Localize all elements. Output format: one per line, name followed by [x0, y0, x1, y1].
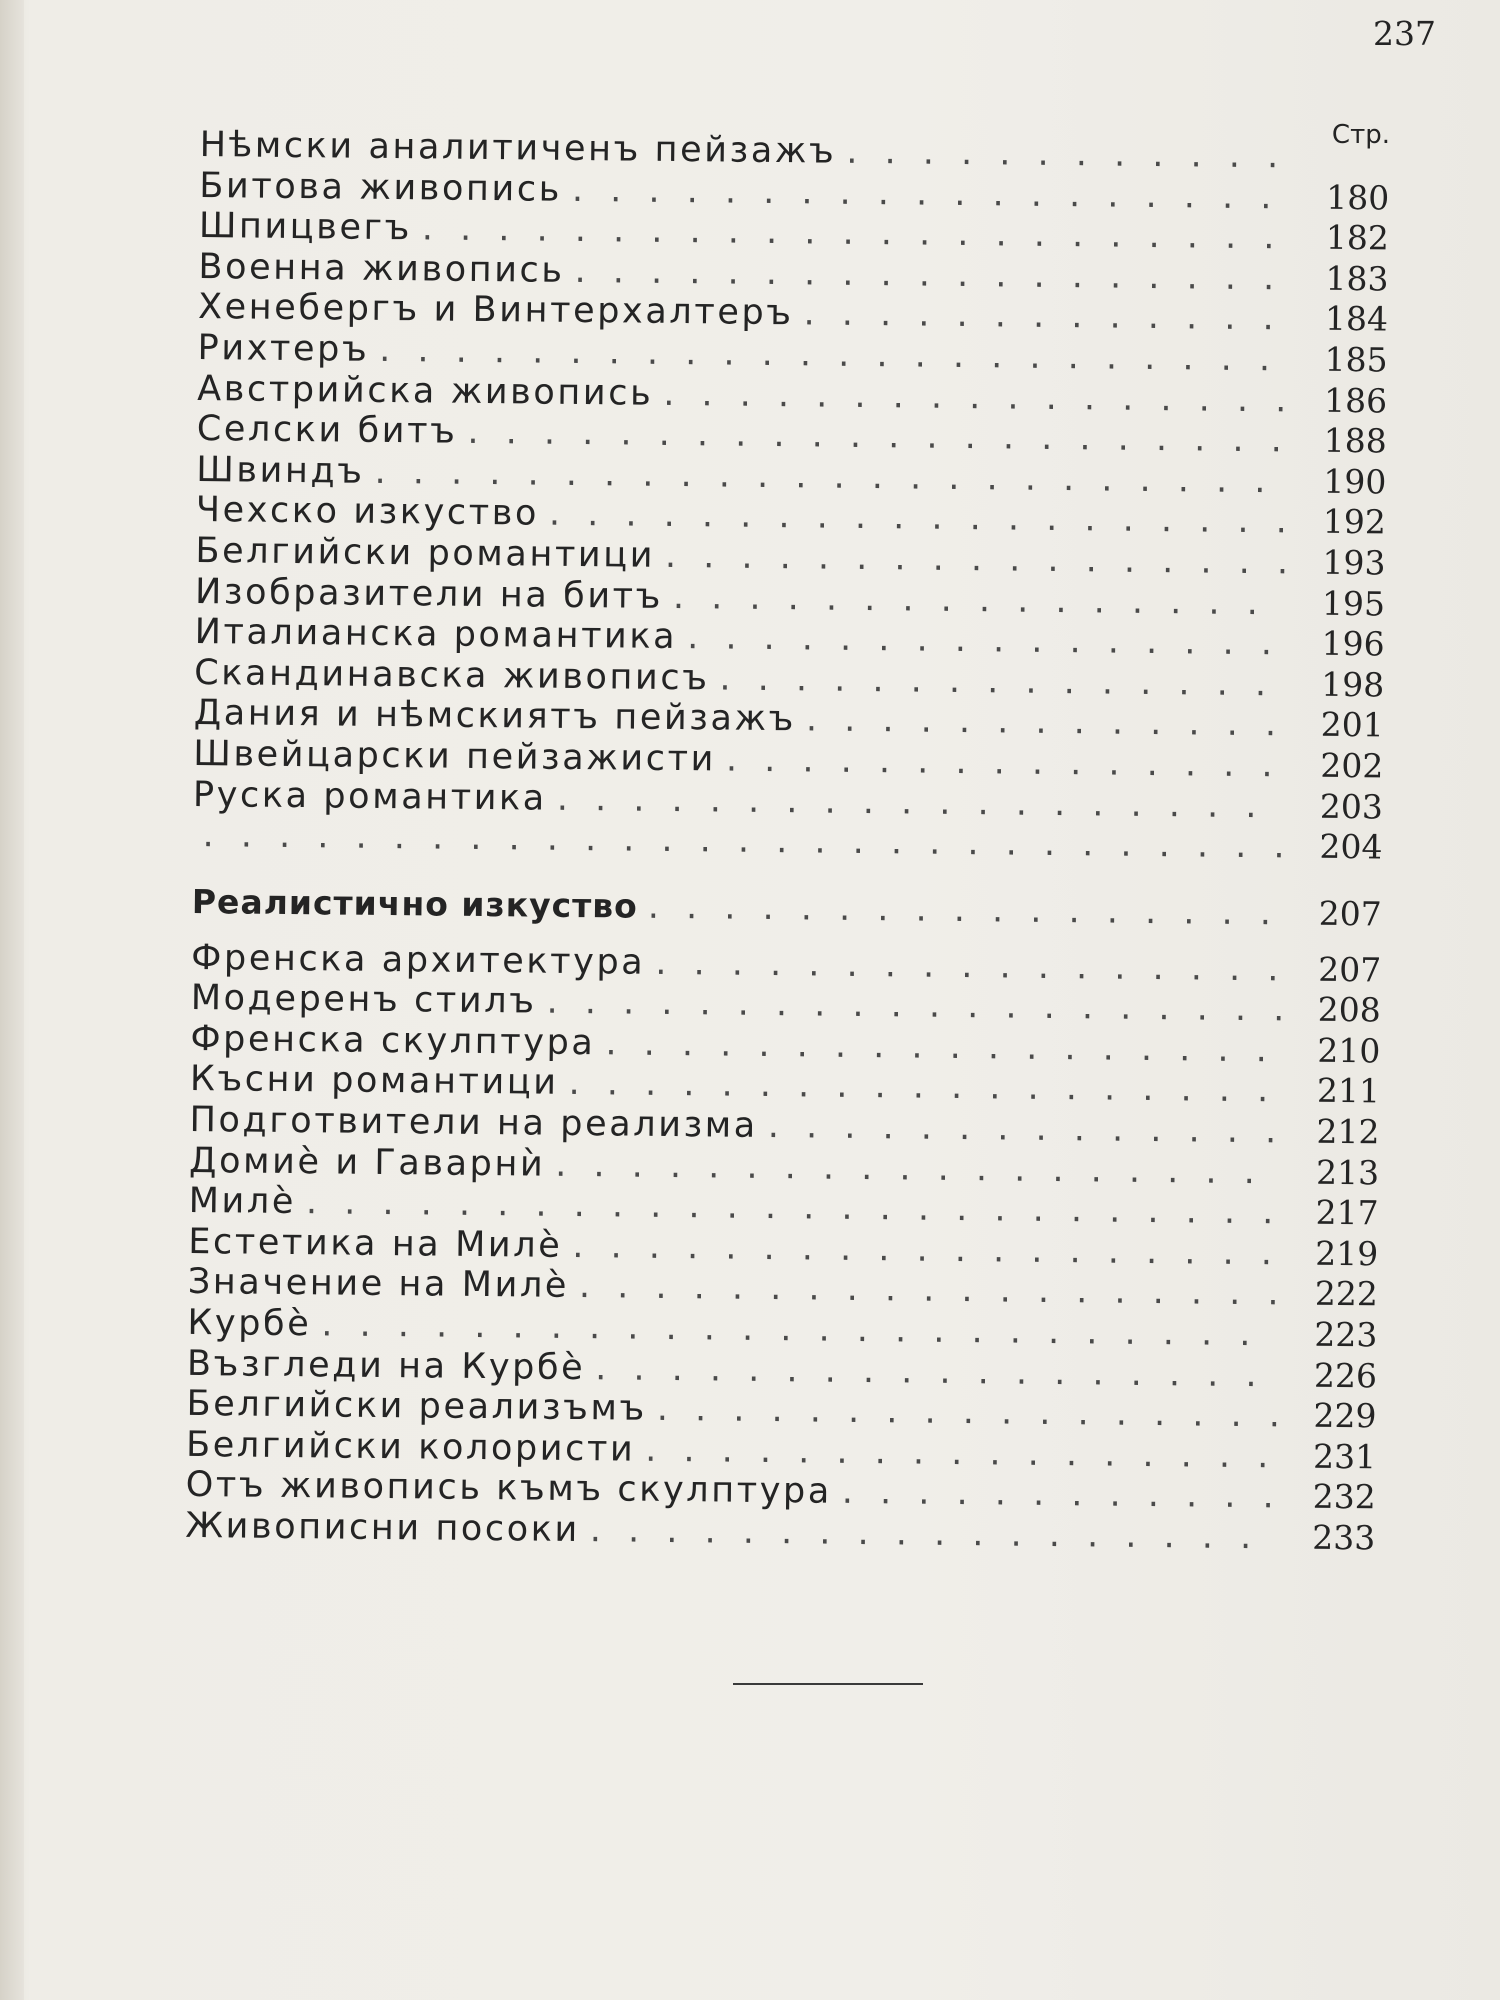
toc-section-heading	[192, 872, 1383, 944]
entry-title: Белгийски колористи	[185, 1424, 636, 1470]
page-number: 237	[1373, 14, 1436, 53]
dot-leader	[645, 1430, 1276, 1477]
page-binding-edge	[0, 0, 24, 2000]
entry-page: 185	[1324, 339, 1388, 380]
entry-title: Селски битъ	[196, 409, 458, 452]
entry-page: 204	[1319, 826, 1383, 867]
dot-leader	[719, 658, 1284, 704]
entry-page: 195	[1321, 583, 1386, 623]
entry-page: 180	[1326, 177, 1390, 218]
dot-leader	[579, 1266, 1278, 1313]
entry-title: Късни романтици	[189, 1059, 559, 1104]
entry-page: 226	[1313, 1355, 1378, 1396]
entry-page: 202	[1320, 745, 1384, 786]
entry-title: Милѐ	[188, 1181, 297, 1223]
entry-title: Домиѐ и Гаварнѝ	[188, 1140, 546, 1185]
entry-title: Белгийски реализъмъ	[186, 1384, 648, 1429]
entry-page: 208	[1317, 990, 1381, 1030]
entry-page: 182	[1325, 217, 1390, 258]
entry-title: Изобразители на битъ	[194, 571, 664, 617]
entry-title: Хенебергъ и Винтерхалтеръ	[197, 287, 794, 334]
dot-leader	[595, 1348, 1277, 1395]
entry-page: 184	[1324, 299, 1389, 339]
entry-title: Чехско изкуство	[195, 490, 540, 534]
entry-page: 210	[1317, 1030, 1381, 1071]
dot-leader	[687, 617, 1285, 663]
entry-title: Швейцарски пейзажисти	[193, 733, 717, 780]
entry-page: 217	[1315, 1192, 1379, 1233]
dot-leader	[549, 494, 1286, 542]
dot-leader	[842, 1472, 1276, 1517]
entry-title: Дания и нѣмскиятъ пейзажъ	[193, 693, 797, 740]
dot-leader	[655, 943, 1281, 990]
entry-page: 231	[1312, 1436, 1377, 1477]
dot-leader	[803, 294, 1288, 339]
entry-page: 192	[1322, 502, 1387, 542]
entry-page: 188	[1323, 420, 1387, 461]
table-of-contents	[185, 125, 1390, 1559]
dot-leader	[572, 169, 1290, 217]
entry-title: Шпицвегъ	[198, 206, 413, 249]
entry-page: 183	[1325, 258, 1389, 299]
entry-title: Белгийски романтици	[195, 530, 656, 576]
entry-page: 211	[1316, 1071, 1381, 1111]
entry-title: Нѣмски аналитиченъ пейзажъ	[199, 125, 837, 172]
dot-leader	[555, 1144, 1279, 1192]
page-column-label: Стр.	[1331, 120, 1390, 150]
dot-leader	[572, 1226, 1278, 1273]
entry-page: 193	[1322, 542, 1386, 583]
closing-rule	[733, 1683, 923, 1685]
dot-leader	[568, 1063, 1280, 1110]
entry-page: 233	[1312, 1517, 1376, 1558]
entry-page: 190	[1323, 461, 1387, 502]
dot-leader	[846, 132, 1290, 177]
entry-page: 223	[1314, 1314, 1378, 1355]
dot-leader	[673, 577, 1285, 623]
entry-page: 201	[1320, 705, 1384, 745]
entry-title: Френска архитектура	[191, 937, 646, 983]
entry-title: Възгледи на Курбѐ	[186, 1343, 586, 1388]
entry-title: Курбѐ	[187, 1302, 312, 1345]
dot-leader	[546, 982, 1281, 1030]
entry-page: 232	[1312, 1477, 1376, 1517]
dot-leader	[648, 886, 1282, 933]
entry-title: Руска романтика	[192, 774, 548, 819]
entry-title: Битова живопись	[199, 165, 563, 210]
dot-leader	[605, 1023, 1280, 1070]
entry-title: Швиндъ	[196, 449, 365, 492]
entry-page: 213	[1315, 1152, 1380, 1193]
dot-leader	[657, 1389, 1277, 1435]
dot-leader	[806, 700, 1284, 745]
entry-title: Рихтеръ	[197, 327, 370, 370]
entry-title: Отъ живопись къмъ скулптура	[185, 1465, 833, 1513]
section-page: 207	[1318, 893, 1383, 934]
entry-page: 229	[1313, 1395, 1377, 1436]
entry-page: 219	[1315, 1233, 1379, 1274]
entry-title: Естетика на Милѐ	[188, 1221, 563, 1266]
entry-page: 186	[1323, 380, 1388, 421]
entry-page: 196	[1321, 623, 1385, 664]
entry-title: Подготвители на реализма	[189, 1100, 759, 1146]
entry-title: Италианска романтика	[194, 612, 678, 658]
entry-page: 207	[1318, 949, 1382, 990]
entry-title: Военна живопись	[198, 246, 565, 291]
entry-title: Модеренъ стилъ	[190, 978, 537, 1022]
dot-leader	[590, 1510, 1276, 1557]
toc-entry-list	[192, 125, 1390, 868]
dot-leader	[574, 251, 1288, 298]
entry-title: Австрийска живопись	[197, 368, 654, 414]
entry-title: Живописни посоки	[185, 1505, 581, 1551]
section-title: Реалистично изкуство	[191, 882, 639, 926]
entry-page: 198	[1321, 664, 1385, 705]
entry-page	[1290, 167, 1390, 168]
toc-section-entry-list	[185, 938, 1381, 1559]
dot-leader	[665, 536, 1286, 582]
dot-leader	[663, 373, 1287, 420]
dot-leader	[726, 739, 1284, 785]
entry-page: 222	[1314, 1274, 1379, 1314]
dot-leader	[768, 1106, 1280, 1151]
entry-page: 212	[1316, 1111, 1380, 1152]
entry-title: Френска скулптура	[190, 1018, 596, 1064]
entry-title: Значение на Милѐ	[187, 1262, 570, 1307]
dot-leader	[557, 778, 1284, 826]
entry-title: Скандинавска живописъ	[194, 652, 710, 699]
entry-page: 203	[1319, 786, 1384, 826]
